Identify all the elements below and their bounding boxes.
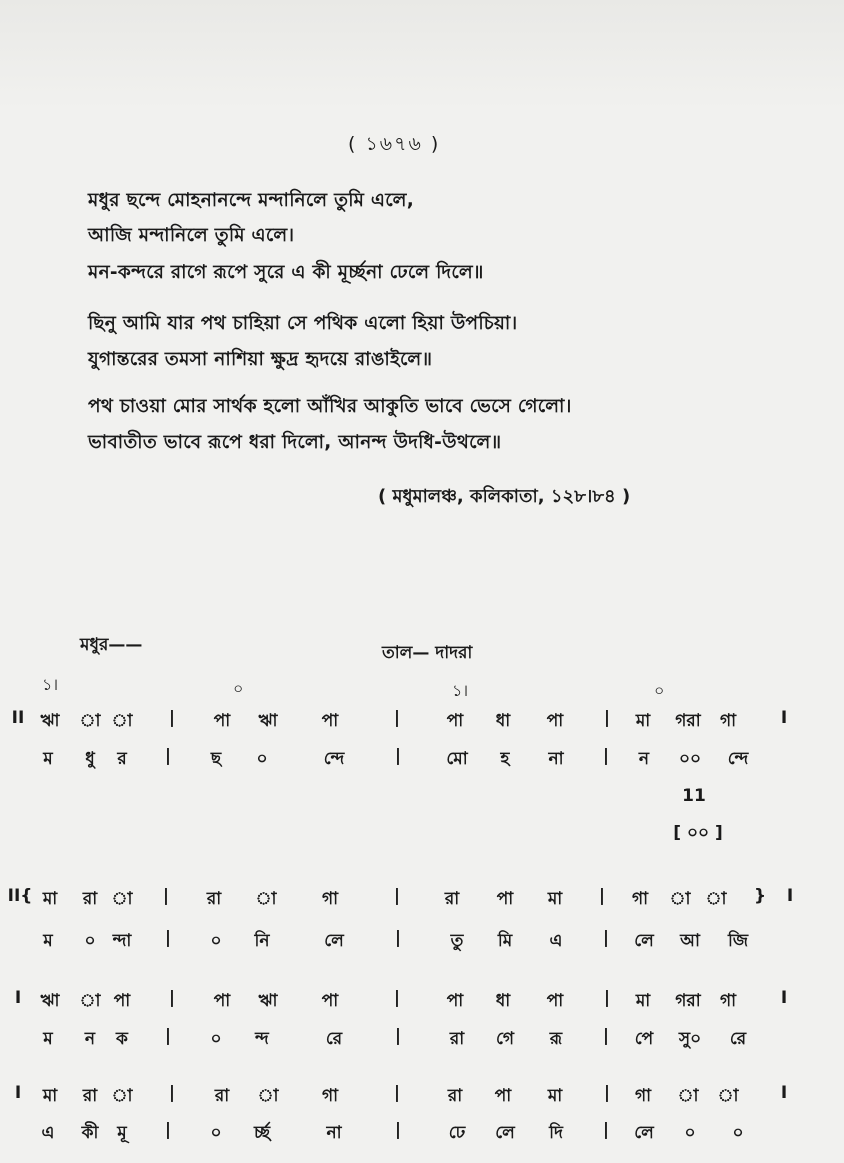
bar-line: | xyxy=(394,1120,402,1140)
swara-row xyxy=(0,786,844,816)
lyric-syllable: দি xyxy=(549,1123,563,1143)
lyric-syllable: মো xyxy=(446,749,468,769)
lyric-row xyxy=(0,1026,844,1056)
verse-line-4: ছিনু আমি যার পথ চাহিয়া সে পথিক এলো হিয়া উপচিয়া। xyxy=(88,313,518,334)
bar-line: | xyxy=(168,988,176,1008)
bar-line: | xyxy=(168,1083,176,1103)
swara-note: ঋা xyxy=(258,711,278,731)
lyric-syllable: ০ xyxy=(732,1123,744,1143)
swara-note: রা xyxy=(444,889,460,909)
tala-label: তাল— দাদরা xyxy=(382,643,473,663)
lyric-syllable: জি xyxy=(727,931,749,951)
lyric-syllable: ধু xyxy=(85,749,95,769)
swara-note: পা xyxy=(546,711,564,731)
swara-note: গরা xyxy=(675,991,701,1011)
lyric-syllable: তু xyxy=(450,931,464,951)
bar-line: | xyxy=(603,708,611,728)
bar-line: | xyxy=(164,1026,172,1046)
swara-note: গা xyxy=(631,889,649,909)
lyric-syllable: ক xyxy=(116,1029,128,1049)
verse-line-2: আজি মন্দানিলে তুমি এলে। xyxy=(88,225,295,246)
lyric-syllable: ০ xyxy=(84,931,96,951)
swara-note: পা xyxy=(321,991,339,1011)
swara-note: মা xyxy=(547,889,563,909)
swara-note: ঋা xyxy=(258,991,278,1011)
lyric-syllable: ছ xyxy=(210,749,222,769)
swara-note: গা xyxy=(719,991,737,1011)
lyric-syllable: লে xyxy=(324,931,344,951)
lyric-syllable: এ xyxy=(41,1123,55,1143)
swara-note: া xyxy=(111,711,133,731)
swara-note: গা xyxy=(719,711,737,731)
lyric-syllable: লে xyxy=(634,931,654,951)
bar-line: | xyxy=(393,1083,401,1103)
lyric-syllable: ন্দে xyxy=(727,749,749,769)
swara-note: রা xyxy=(82,889,98,909)
lyric-syllable: ০ xyxy=(256,749,268,769)
swara-note: ঋা xyxy=(40,991,60,1011)
lyric-syllable: ন্দা xyxy=(112,931,132,951)
lyric-syllable: গে xyxy=(495,1029,515,1049)
swara-note: ধা xyxy=(495,991,511,1011)
bar-line: 11 xyxy=(682,786,706,806)
swara-note: পা xyxy=(494,1086,512,1106)
source-citation: ( মধুমালঞ্চ, কলিকাতা, ১২৮।৮৪ ) xyxy=(378,486,631,507)
bar-line: II{ xyxy=(7,886,33,906)
swara-note: পা xyxy=(213,711,231,731)
bar-line: | xyxy=(602,1026,610,1046)
lyric-syllable: ০ xyxy=(684,1123,696,1143)
lyric-syllable: না xyxy=(548,749,564,769)
bar-line: | xyxy=(603,1083,611,1103)
lyric-row xyxy=(0,928,844,958)
lyric-syllable: রে xyxy=(729,1029,747,1049)
page-top-shade xyxy=(0,0,844,110)
swara-note: পা xyxy=(213,991,231,1011)
bar-line: | xyxy=(168,708,176,728)
swara-note: ধা xyxy=(495,711,511,731)
bar-line: | xyxy=(164,1120,172,1140)
bar-line: | xyxy=(602,746,610,766)
bar-line: | xyxy=(393,988,401,1008)
swara-note: মা xyxy=(547,1086,563,1106)
lyric-syllable: র xyxy=(117,749,127,769)
lyric-syllable: নি xyxy=(254,931,270,951)
lyric-syllable: হ xyxy=(500,749,510,769)
lyric-syllable: ম xyxy=(43,749,53,769)
swara-note: মা xyxy=(635,711,651,731)
lyric-syllable: র্চ্ছ xyxy=(253,1123,271,1143)
bar-line: | xyxy=(394,746,402,766)
swara-note: া xyxy=(79,711,101,731)
swara-row xyxy=(0,886,844,916)
swara-note: পা xyxy=(446,991,464,1011)
lyric-syllable: কী xyxy=(81,1123,99,1143)
bar-line: | xyxy=(164,746,172,766)
verse-line-6: পথ চাওয়া মোর সার্থক হলো আঁখির আকুতি ভাবে ভেসে গেলো। xyxy=(88,396,572,417)
lyric-syllable: ন্দে xyxy=(323,749,345,769)
verse-line-5: যুগান্তরের তমসা নাশিয়া ক্ষুদ্র হৃদয়ে রাঙাইলে॥ xyxy=(88,349,433,370)
swara-note: পা xyxy=(113,991,131,1011)
lyric-syllable: লে xyxy=(634,1123,654,1143)
swara-note: া xyxy=(669,889,691,909)
bar-line: | xyxy=(598,886,606,906)
lyric-syllable: ন্দ xyxy=(255,1029,269,1049)
swara-note: া xyxy=(79,991,101,1011)
bar-line: II xyxy=(11,708,25,728)
swara-note: মা xyxy=(42,889,58,909)
lyric-syllable: রূ xyxy=(549,1029,563,1049)
lyric-syllable: ০০ xyxy=(678,749,702,769)
lyric-syllable: ন xyxy=(638,749,650,769)
swara-note: া xyxy=(677,1086,699,1106)
bar-line: | xyxy=(602,928,610,948)
lyric-syllable: ০ xyxy=(210,931,222,951)
swara-note: পা xyxy=(321,711,339,731)
verse-line-3: মন-কন্দরে রাগে রূপে সুরে এ কী মূর্চ্ছনা ঢেলে দিলে॥ xyxy=(88,262,484,283)
lyric-syllable: ম xyxy=(43,1029,53,1049)
swara-note: রা xyxy=(206,889,222,909)
bar-line: | xyxy=(603,988,611,1008)
swara-note: ঋা xyxy=(40,711,60,731)
bar-line: | xyxy=(393,708,401,728)
lyric-syllable: [ ০০ ] xyxy=(673,823,723,843)
swara-note: পা xyxy=(496,889,514,909)
lyric-row xyxy=(0,1120,844,1150)
swara-note: া xyxy=(111,889,133,909)
page-number: ( ১৬৭৬ ) xyxy=(348,133,441,155)
bar-line: I xyxy=(14,988,22,1008)
swara-row xyxy=(0,988,844,1018)
beat-mark-3: ১। xyxy=(452,681,469,700)
bar-line: I xyxy=(780,1083,788,1103)
bar-line: I xyxy=(14,1083,22,1103)
swara-note: গা xyxy=(321,889,339,909)
lyric-syllable: ০ xyxy=(210,1029,222,1049)
swara-note: পা xyxy=(446,711,464,731)
lyric-syllable: ন xyxy=(84,1029,96,1049)
beat-mark-2: ০ xyxy=(233,679,244,698)
lyric-syllable: ঢে xyxy=(448,1123,466,1143)
swara-note: গা xyxy=(634,1086,652,1106)
lyric-syllable: সু০ xyxy=(678,1029,702,1049)
bar-line: I xyxy=(780,988,788,1008)
lyric-syllable: রে xyxy=(325,1029,343,1049)
swara-note: া xyxy=(257,1086,279,1106)
lyric-syllable: ০ xyxy=(210,1123,222,1143)
beat-mark-1: ১। xyxy=(42,675,59,694)
bar-line: | xyxy=(394,1026,402,1046)
swara-note: গরা xyxy=(675,711,701,731)
swara-note: রা xyxy=(214,1086,230,1106)
verse-line-7: ভাবাতীত ভাবে রূপে ধরা দিলো, আনন্দ উদধি-উথলে॥ xyxy=(88,432,502,453)
swara-note: া xyxy=(255,889,277,909)
swara-note: া xyxy=(717,1086,739,1106)
lyric-syllable: এ xyxy=(549,931,563,951)
beat-mark-4: ০ xyxy=(654,681,665,700)
swara-row xyxy=(0,1083,844,1113)
lyric-syllable: মূ xyxy=(117,1123,127,1143)
bar-line: I xyxy=(786,886,794,906)
lyric-syllable: লে xyxy=(495,1123,515,1143)
bar-line: | xyxy=(602,1120,610,1140)
lyric-row xyxy=(0,820,844,850)
bar-line: | xyxy=(394,928,402,948)
verse-line-1: মধুর ছন্দে মোহনানন্দে মন্দানিলে তুমি এলে, xyxy=(88,190,415,211)
raga-label: মধুর—— xyxy=(80,635,143,655)
bar-line: | xyxy=(164,928,172,948)
bar-line: I xyxy=(780,708,788,728)
swara-note: মা xyxy=(42,1086,58,1106)
swara-note: রা xyxy=(447,1086,463,1106)
swara-note: মা xyxy=(635,991,651,1011)
lyric-syllable: মি xyxy=(497,931,513,951)
lyric-syllable: রা xyxy=(449,1029,465,1049)
lyric-syllable: পে xyxy=(634,1029,654,1049)
lyric-syllable: না xyxy=(326,1123,342,1143)
swara-row xyxy=(0,708,844,738)
bar-line: } xyxy=(753,886,767,906)
lyric-row xyxy=(0,746,844,776)
swara-note: রা xyxy=(82,1086,98,1106)
lyric-syllable: আ xyxy=(680,931,700,951)
bar-line: | xyxy=(393,886,401,906)
swara-note: গা xyxy=(321,1086,339,1106)
swara-note: পা xyxy=(546,991,564,1011)
swara-note: া xyxy=(705,889,727,909)
swara-note: া xyxy=(111,1086,133,1106)
lyric-syllable: ম xyxy=(43,931,53,951)
bar-line: | xyxy=(162,886,170,906)
